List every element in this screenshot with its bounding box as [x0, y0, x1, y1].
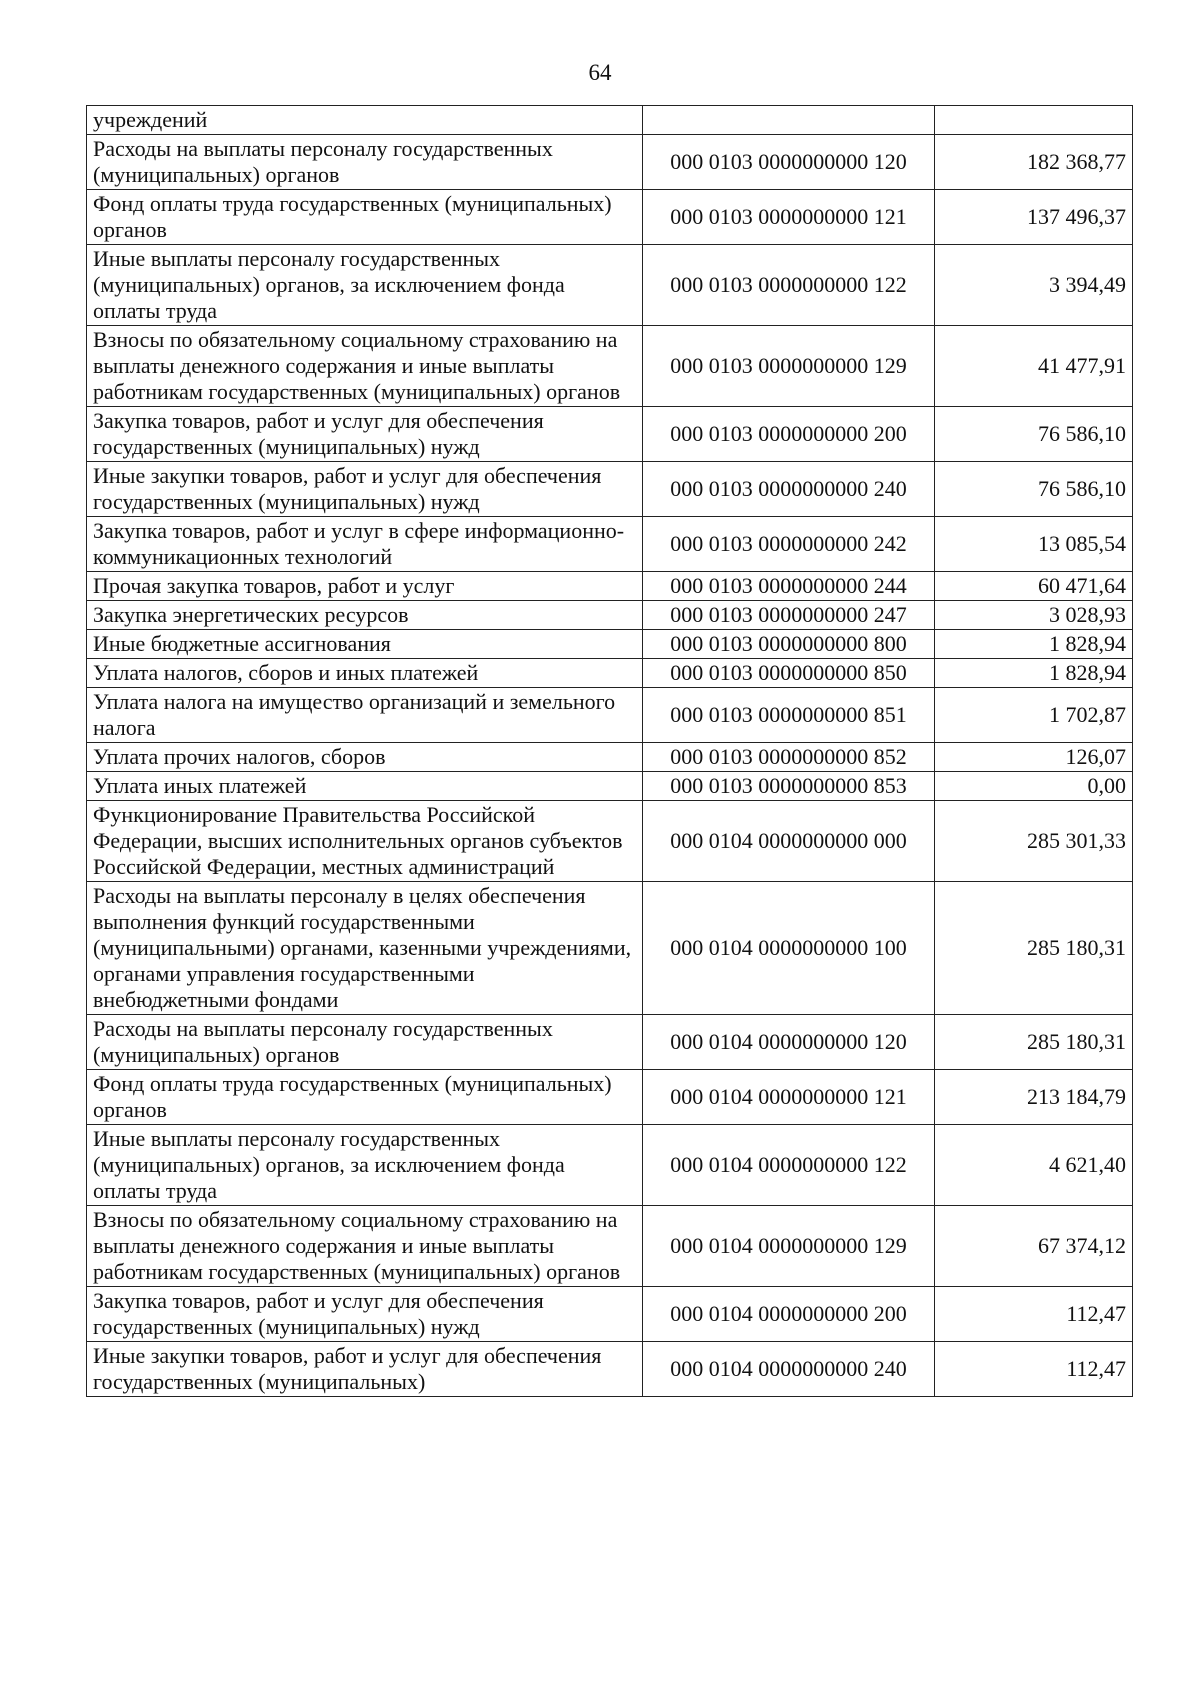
table-row	[87, 326, 1133, 407]
budget-code-cell: 000 0104 0000000000 120	[643, 1015, 935, 1070]
amount-cell: 4 621,40	[935, 1125, 1133, 1206]
table-row	[87, 1287, 1133, 1342]
budget-code-cell: 000 0103 0000000000 850	[643, 659, 935, 688]
table-row	[87, 659, 1133, 688]
expenditure-name-cell: Уплата прочих налогов, сборов	[87, 743, 643, 772]
expenditure-name-cell: Закупка товаров, работ и услуг для обеспечения государственных (муниципальных) нужд	[87, 407, 643, 462]
budget-code-cell: 000 0104 0000000000 100	[643, 882, 935, 1015]
budget-code-cell: 000 0103 0000000000 120	[643, 135, 935, 190]
expenditure-name-cell: Иные бюджетные ассигнования	[87, 630, 643, 659]
budget-code-cell	[643, 106, 935, 135]
table-row	[87, 1015, 1133, 1070]
expenditure-name-cell: Иные выплаты персоналу государственных (муниципальных) органов, за исключением фонда оплаты труда	[87, 245, 643, 326]
amount-cell: 60 471,64	[935, 572, 1133, 601]
budget-code-cell: 000 0104 0000000000 129	[643, 1206, 935, 1287]
table-row	[87, 245, 1133, 326]
amount-cell: 0,00	[935, 772, 1133, 801]
amount-cell: 1 702,87	[935, 688, 1133, 743]
table-row	[87, 601, 1133, 630]
expenditure-name-cell: учреждений	[87, 106, 643, 135]
budget-code-cell: 000 0103 0000000000 247	[643, 601, 935, 630]
expenditure-name-cell: Уплата налога на имущество организаций и земельного налога	[87, 688, 643, 743]
budget-code-cell: 000 0103 0000000000 851	[643, 688, 935, 743]
budget-code-cell: 000 0103 0000000000 121	[643, 190, 935, 245]
budget-code-cell: 000 0103 0000000000 200	[643, 407, 935, 462]
table-row	[87, 106, 1133, 135]
amount-cell: 137 496,37	[935, 190, 1133, 245]
table-row	[87, 801, 1133, 882]
expenditure-name-cell: Расходы на выплаты персоналу государственных (муниципальных) органов	[87, 135, 643, 190]
table-row	[87, 882, 1133, 1015]
table-row	[87, 517, 1133, 572]
expenditure-name-cell: Закупка товаров, работ и услуг в сфере информационно-коммуникационных технологий	[87, 517, 643, 572]
expenditure-name-cell: Расходы на выплаты персоналу в целях обеспечения выполнения функций государственными (муниципальными) органами, казенными учреждениями, органами управления государственными внебюджетными фондами	[87, 882, 643, 1015]
budget-code-cell: 000 0103 0000000000 240	[643, 462, 935, 517]
table-row	[87, 407, 1133, 462]
expenditure-name-cell: Уплата налогов, сборов и иных платежей	[87, 659, 643, 688]
expenditure-name-cell: Взносы по обязательному социальному страхованию на выплаты денежного содержания и иные выплаты работникам государственных (муниципальных) органов	[87, 326, 643, 407]
table-row	[87, 743, 1133, 772]
expenditure-name-cell: Иные закупки товаров, работ и услуг для обеспечения государственных (муниципальных) нужд	[87, 462, 643, 517]
expenditure-name-cell: Фонд оплаты труда государственных (муниципальных) органов	[87, 1070, 643, 1125]
table-row	[87, 630, 1133, 659]
table-row	[87, 1125, 1133, 1206]
amount-cell: 1 828,94	[935, 630, 1133, 659]
budget-code-cell: 000 0103 0000000000 853	[643, 772, 935, 801]
amount-cell: 76 586,10	[935, 407, 1133, 462]
budget-code-cell: 000 0104 0000000000 000	[643, 801, 935, 882]
amount-cell: 285 301,33	[935, 801, 1133, 882]
amount-cell: 213 184,79	[935, 1070, 1133, 1125]
table-body	[87, 106, 1133, 1397]
budget-code-cell: 000 0104 0000000000 240	[643, 1342, 935, 1397]
amount-cell: 126,07	[935, 743, 1133, 772]
expenditure-name-cell: Прочая закупка товаров, работ и услуг	[87, 572, 643, 601]
expenditure-name-cell: Уплата иных платежей	[87, 772, 643, 801]
table-row	[87, 1070, 1133, 1125]
expenditure-name-cell: Расходы на выплаты персоналу государственных (муниципальных) органов	[87, 1015, 643, 1070]
amount-cell: 76 586,10	[935, 462, 1133, 517]
amount-cell: 13 085,54	[935, 517, 1133, 572]
table-row	[87, 135, 1133, 190]
table-row	[87, 1206, 1133, 1287]
amount-cell: 182 368,77	[935, 135, 1133, 190]
amount-cell: 3 394,49	[935, 245, 1133, 326]
amount-cell: 1 828,94	[935, 659, 1133, 688]
amount-cell: 3 028,93	[935, 601, 1133, 630]
table-row	[87, 190, 1133, 245]
amount-cell: 41 477,91	[935, 326, 1133, 407]
table-row	[87, 688, 1133, 743]
expenditure-name-cell: Фонд оплаты труда государственных (муниципальных) органов	[87, 190, 643, 245]
table-row	[87, 462, 1133, 517]
budget-code-cell: 000 0103 0000000000 244	[643, 572, 935, 601]
budget-code-cell: 000 0103 0000000000 852	[643, 743, 935, 772]
amount-cell: 112,47	[935, 1287, 1133, 1342]
amount-cell: 285 180,31	[935, 882, 1133, 1015]
budget-code-cell: 000 0103 0000000000 242	[643, 517, 935, 572]
table-row	[87, 572, 1133, 601]
expenditure-name-cell: Закупка товаров, работ и услуг для обеспечения государственных (муниципальных) нужд	[87, 1287, 643, 1342]
expenditure-name-cell: Функционирование Правительства Российской Федерации, высших исполнительных органов субъектов Российской Федерации, местных администраций	[87, 801, 643, 882]
table-row	[87, 772, 1133, 801]
budget-code-cell: 000 0103 0000000000 122	[643, 245, 935, 326]
expenditure-name-cell: Взносы по обязательному социальному страхованию на выплаты денежного содержания и иные выплаты работникам государственных (муниципальных) органов	[87, 1206, 643, 1287]
page-number: 64	[588, 60, 612, 85]
expenditure-name-cell: Иные выплаты персоналу государственных (муниципальных) органов, за исключением фонда оплаты труда	[87, 1125, 643, 1206]
expenditure-name-cell: Закупка энергетических ресурсов	[87, 601, 643, 630]
amount-cell: 112,47	[935, 1342, 1133, 1397]
amount-cell: 285 180,31	[935, 1015, 1133, 1070]
amount-cell	[935, 106, 1133, 135]
budget-code-cell: 000 0104 0000000000 122	[643, 1125, 935, 1206]
budget-code-cell: 000 0103 0000000000 129	[643, 326, 935, 407]
amount-cell: 67 374,12	[935, 1206, 1133, 1287]
expenditure-name-cell: Иные закупки товаров, работ и услуг для обеспечения государственных (муниципальных)	[87, 1342, 643, 1397]
budget-expenditure-table	[86, 105, 1133, 1397]
table-row	[87, 1342, 1133, 1397]
budget-code-cell: 000 0104 0000000000 200	[643, 1287, 935, 1342]
budget-code-cell: 000 0104 0000000000 121	[643, 1070, 935, 1125]
budget-code-cell: 000 0103 0000000000 800	[643, 630, 935, 659]
